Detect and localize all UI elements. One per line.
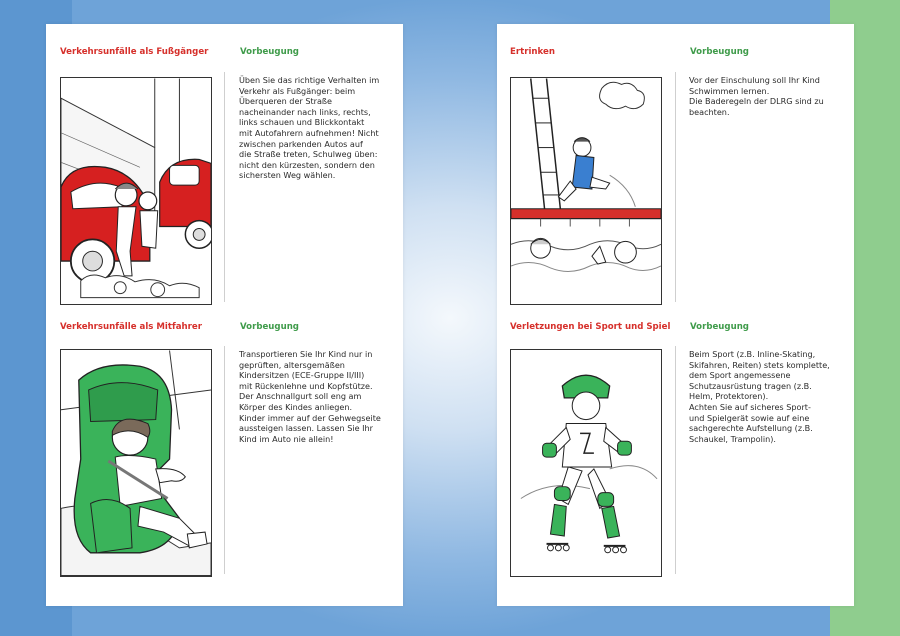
text-line: aussteigen lassen. Lassen Sie Ihr xyxy=(239,423,374,434)
text-line: sichersten Weg wählen. xyxy=(239,170,336,181)
text-line: Verkehr als Fußgänger: beim xyxy=(239,85,356,96)
text-line: nicht den kürzesten, sondern den xyxy=(239,159,375,170)
text-line: Achten Sie auf sicheres Sport- xyxy=(689,401,811,412)
heading-sport-injuries: Verletzungen bei Sport und Spiel xyxy=(510,322,671,332)
text-line: Der Anschnallgurt soll eng am xyxy=(239,391,362,402)
illustration-pedestrian-between-cars xyxy=(60,77,212,305)
heading-passenger-accidents: Verkehrsunfälle als Mitfahrer xyxy=(60,322,202,332)
text-passenger-prevention xyxy=(239,349,397,444)
text-line: Kind im Auto nie allein! xyxy=(239,433,334,444)
left-page xyxy=(46,24,403,606)
illustration-inline-skater xyxy=(510,349,662,577)
text-line: die Straße treten, Schulweg üben: xyxy=(239,149,378,160)
text-line: mit Autofahrern aufnehmen! Nicht xyxy=(239,127,379,138)
right-page xyxy=(497,24,854,606)
heading-prevention-drowning: Vorbeugung xyxy=(690,47,749,57)
text-drowning-prevention xyxy=(689,75,847,117)
column-divider xyxy=(675,346,676,574)
text-line: nacheinander nach links, rechts, xyxy=(239,106,371,117)
illustration-pool-swimming xyxy=(510,77,662,305)
text-line: Vor der Einschulung soll Ihr Kind xyxy=(689,75,820,85)
text-line: und Spielgerät sowie auf eine xyxy=(689,412,810,423)
text-line: Schutzausrüstung tragen (z.B. xyxy=(689,380,812,391)
heading-prevention-sport: Vorbeugung xyxy=(690,322,749,332)
text-line: zwischen parkenden Autos auf xyxy=(239,138,363,149)
text-line: mit Rückenlehne und Kopfstütze. xyxy=(239,380,373,391)
heading-prevention-passenger: Vorbeugung xyxy=(240,322,299,332)
heading-pedestrian-accidents: Verkehrsunfälle als Fußgänger xyxy=(60,47,209,57)
text-line: Schwimmen lernen. xyxy=(689,85,770,96)
text-line: Helm, Protektoren). xyxy=(689,391,769,402)
text-line: sachgerechte Aufstellung (z.B. xyxy=(689,423,813,434)
text-line: Körper des Kindes anliegen. xyxy=(239,401,353,412)
text-line: beachten. xyxy=(689,106,730,117)
heading-drowning: Ertrinken xyxy=(510,47,555,57)
text-pedestrian-prevention xyxy=(239,75,397,181)
column-divider xyxy=(675,72,676,302)
text-line: Schaukel, Trampolin). xyxy=(689,433,776,444)
text-line: dem Sport angemessene xyxy=(689,370,791,381)
text-line: Skifahren, Reiten) stets komplette, xyxy=(689,359,830,370)
text-line: Die Baderegeln der DLRG sind zu xyxy=(689,96,824,107)
column-divider xyxy=(224,346,225,574)
column-divider xyxy=(224,72,225,302)
text-line: geprüften, altersgemäßen xyxy=(239,359,345,370)
text-line: Überqueren der Straße xyxy=(239,96,332,107)
text-line: links schauen und Blickkontakt xyxy=(239,117,365,128)
text-line: Üben Sie das richtige Verhalten im xyxy=(239,75,380,85)
text-sport-prevention xyxy=(689,349,847,444)
illustration-child-car-seat xyxy=(60,349,212,577)
text-line: Beim Sport (z.B. Inline-Skating, xyxy=(689,349,816,359)
text-line: Kindersitzen (ECE-Gruppe II/III) xyxy=(239,370,365,381)
heading-prevention-pedestrian: Vorbeugung xyxy=(240,47,299,57)
text-line: Kinder immer auf der Gehwegseite xyxy=(239,412,381,423)
text-line: Transportieren Sie Ihr Kind nur in xyxy=(239,349,373,359)
